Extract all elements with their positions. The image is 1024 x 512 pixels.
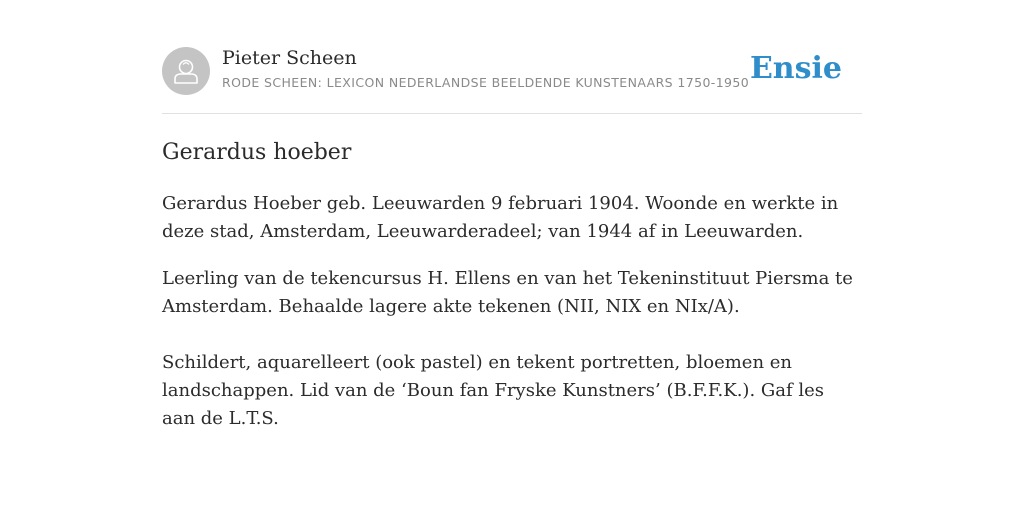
author-name[interactable]: Pieter Scheen: [222, 47, 357, 69]
avatar[interactable]: [162, 47, 210, 95]
article-card: [162, 0, 862, 512]
header-divider: [162, 113, 862, 114]
paragraph-2: Leerling van de tekencursus H. Ellens en van het Tekeninstituut Piersma te Amsterdam. Behaalde lagere akte tekenen (NII, NIX en NIx/A).: [162, 268, 853, 317]
paragraph-3: Schildert, aquarelleert (ook pastel) en tekent portretten, bloemen en landschappen. Lid van de ‘Boun fan Fryske Kunstners’ (B.F.F.K.). Gaf les aan de L.T.S.: [162, 352, 825, 429]
ensie-logo[interactable]: Ensie: [749, 51, 842, 86]
article-body: [162, 190, 862, 433]
source-title[interactable]: RODE SCHEEN: LEXICON NEDERLANDSE BEELDENDE KUNSTENAARS 1750-1950: [222, 75, 750, 90]
author-header: [162, 47, 862, 95]
paragraph-1: Gerardus Hoeber geb. Leeuwarden 9 februari 1904. Woonde en werkte in deze stad, Amsterdam, Leeuwarderadeel; van 1944 af in Leeuwarden.: [162, 193, 839, 242]
article-title: Gerardus hoeber: [162, 140, 352, 165]
user-icon: [162, 47, 210, 95]
